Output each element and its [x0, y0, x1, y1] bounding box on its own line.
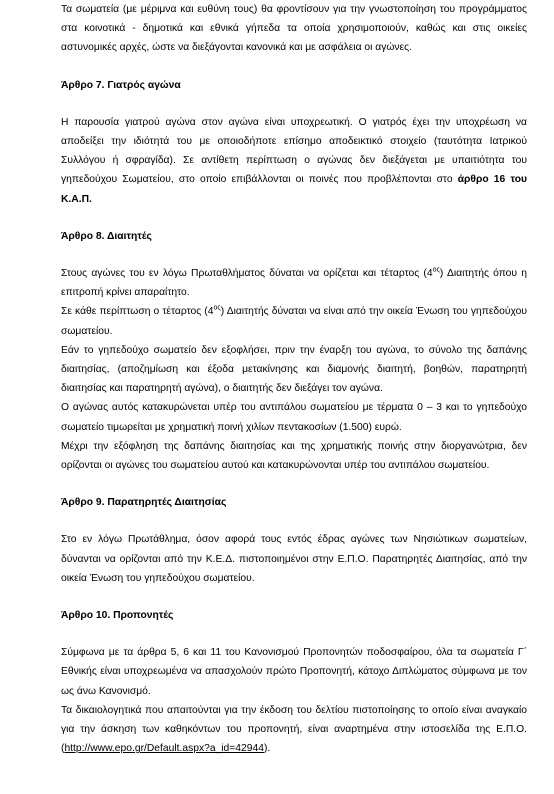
- article-8-heading: Άρθρο 8. Διαιτητές: [61, 230, 152, 242]
- article-7-heading: Άρθρο 7. Γιατρός αγώνα: [61, 79, 181, 91]
- article-10-paragraph-1: Σύμφωνα με τα άρθρα 5, 6 και 11 του Κανονισμού Προπονητών ποδοσφαίρου, όλα τα σωματεία Γ΄ Εθνικής είναι υποχρεωμένα να απασχολούν πρώτο Προπονητή, κάτοχο Διπλώματος σύμφωνα με τον ως άνω Κανονισμό.: [61, 647, 527, 697]
- article-8-paragraph-3: Εάν το γηπεδούχο σωματείο δεν εξοφλήσει, πριν την έναρξη του αγώνα, το σύνολο της δαπάνης διαιτησίας, (αποζημίωση και έξοδα μετακίνησης και διαμονής διαιτητή, βοηθών, παρατηρητή διαιτησίας και παρατηρητή αγώνα), ο διαιτητής δεν διεξάγει τον αγώνα.: [61, 344, 527, 395]
- article-8-paragraph-5: Μέχρι την εξόφληση της δαπάνης διαιτησίας και της χρηματικής ποινής στην διοργανώτρια, δεν ορίζονται οι αγώνες του σωματείου αυτού και κατακυρώνονται υπέρ του αντιπάλου σωματείου.: [61, 440, 527, 472]
- article-7-bold-reference: άρθρο 16 του Κ.Α.Π.: [61, 174, 527, 205]
- article-8-p1-superscript: ος: [432, 266, 440, 274]
- article-10-heading: Άρθρο 10. Προπονητές: [61, 610, 174, 622]
- article-10-p2-text-a: Τα δικαιολογητικά που απαιτούνται για την έκδοση του δελτίου πιστοποίησης το οποίο είναι αναγκαίο για την άσκηση των καθηκόντων του προπονητή, είναι αναρτημένα στην ιστοσελίδα της Ε.Π.Ο. (: [61, 704, 527, 755]
- article-8-p2-text-a: Σε κάθε περίπτωση ο τέταρτος (4: [61, 306, 214, 318]
- article-8-paragraph-1: [61, 264, 527, 302]
- article-8-paragraph-4: Ο αγώνας αυτός κατακυρώνεται υπέρ του αντιπάλου σωματείου με τέρματα 0 – 3 και το γηπεδούχο σωματείο τιμωρείται με χρηματική ποινή χιλίων πεντακοσίων (1.500) ευρώ.: [61, 402, 527, 433]
- article-8-p2-text-b: ) Διαιτητής δύναται να είναι από την οικεία Ένωση του γηπεδούχου σωματείου.: [61, 306, 527, 337]
- epo-website-link[interactable]: http://www.epo.gr/Default.aspx?a_id=42944: [64, 743, 264, 755]
- article-7-paragraph: [61, 113, 527, 209]
- intro-paragraph: Τα σωματεία (με μέριμνα και ευθύνη τους) θα φροντίσουν για την γνωστοποίηση του προγράμματος στα κοινοτικά - δημοτικά και εθνικά γήπεδα τα οποία χρησιμοποιούν, καθώς και στις οικείες αστυνομικές αρχές, ώστε να διεξάγονται κανονικά και με ασφάλεια οι αγώνες.: [61, 4, 527, 54]
- article-9-heading: Άρθρο 9. Παρατηρητές Διαιτησίας: [61, 497, 227, 509]
- article-8-p1-text-b: ) Διαιτητής όπου η επιτροπή κρίνει απαραίτητο.: [61, 268, 527, 299]
- article-8-p2-superscript: ος: [213, 305, 221, 313]
- article-7-text: Η παρουσία γιατρού αγώνα στον αγώνα είναι υποχρεωτική. Ο γιατρός έχει την υποχρέωση να αποδείξει την ιδιότητά του με οποιοδήποτε επίσημο αποδεικτικό στοιχείο (ταυτότητα Ιατρικού Συλλόγου ή σφραγίδα). Σε αντίθετη περίπτωση ο αγώνας δεν διεξάγεται με υπαιτιότητα του γηπεδούχου Σωματείου, στο οποίο επιβάλλονται οι ποινές που προβλέπονται στο: [61, 116, 527, 186]
- article-10-p2-text-b: ).: [263, 743, 271, 755]
- article-8-p1-text-a: Στους αγώνες του εν λόγω Πρωταθλήματος δύναται να ορίζεται και τέταρτος (4: [61, 268, 433, 280]
- article-8-paragraph-2: [61, 302, 527, 340]
- article-10-paragraph-2: [61, 701, 527, 759]
- document-page: [61, 0, 527, 759]
- article-9-paragraph: Στο εν λόγω Πρωτάθλημα, όσον αφορά τους εντός έδρας αγώνες των Νησιώτικων σωματείων, δύνανται να ορίζονται από την Κ.Ε.Δ. πιστοποιημένοι στην Ε.Π.Ο. Παρατηρητές Διαιτησίας, από την οικεία Ένωση του γηπεδούχου σωματείου.: [61, 534, 527, 584]
